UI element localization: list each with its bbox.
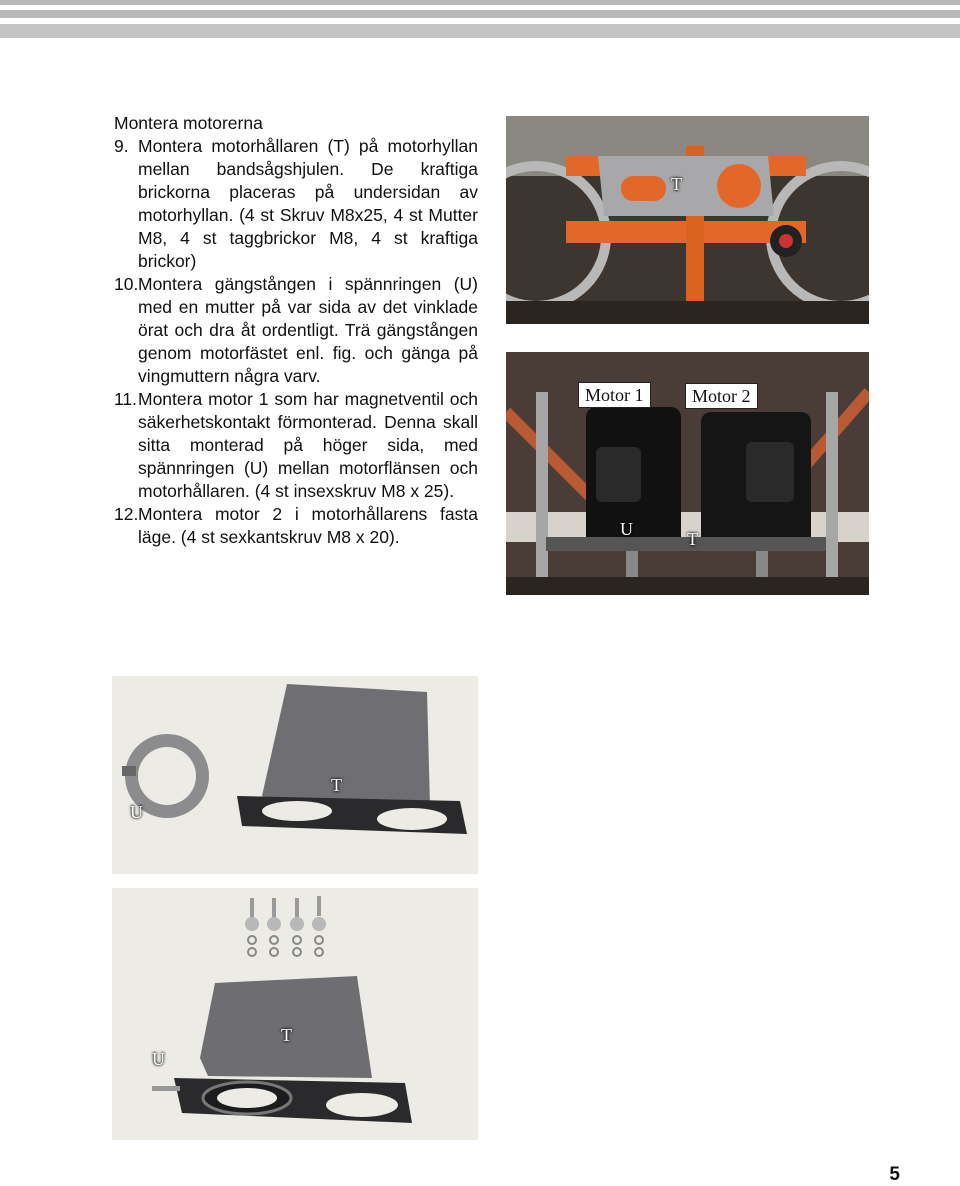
label-t: T	[671, 174, 682, 194]
photo-hardware-and-assembly	[112, 888, 478, 1140]
step-9	[114, 135, 478, 273]
step-text: Montera gängstången i spännringen (U) med en mutter på var sida av det vinklade örat och dra åt ordentligt. Trä gängstången genom motorfästet enl. fig. och gänga på vingmuttern några varv.	[138, 274, 478, 386]
header-stripe-bottom	[0, 24, 960, 38]
step-text: Montera motorhållaren (T) på motorhyllan mellan bandsågshjulen. De kraftiga brickorna placeras på undersidan av motorhyllan. (4 st Skruv M8x25, 4 st Mutter M8, 4 st taggbrickor M8, 4 st kraftiga brickor)	[138, 136, 478, 271]
photo-motor-holder-mounted	[506, 116, 869, 324]
label-u: U	[130, 802, 143, 822]
step-number: 11.	[114, 389, 138, 409]
step-number: 12.	[114, 504, 139, 524]
step-12	[114, 503, 478, 549]
photo-ring-and-holder	[112, 676, 478, 874]
step-11	[114, 388, 478, 503]
step-10	[114, 273, 478, 388]
section-heading: Montera motorerna	[114, 113, 263, 133]
instructions-text	[114, 112, 478, 549]
header-stripe-middle	[0, 10, 960, 18]
header-stripe-top	[0, 0, 960, 5]
label-u: U	[620, 519, 633, 539]
label-t: T	[281, 1025, 292, 1045]
step-number: 9.	[114, 136, 129, 156]
step-text: Montera motor 2 i motorhållarens fasta läge. (4 st sexkantskruv M8 x 20).	[138, 504, 478, 547]
step-number: 10.	[114, 274, 139, 294]
label-motor-1: Motor 1	[578, 382, 651, 408]
label-u: U	[152, 1049, 165, 1069]
photo-motor-holder-mounted-illustration	[506, 116, 869, 324]
photo-motors-mounted	[506, 352, 869, 595]
photo-hardware-and-assembly-illustration	[112, 888, 478, 1140]
label-t: T	[687, 529, 698, 549]
label-t: T	[331, 775, 342, 795]
photo-ring-and-holder-illustration	[112, 676, 478, 874]
step-text: Montera motor 1 som har magnetventil och säkerhetskontakt förmonterad. Denna skall sitta monterad på höger sida, med spännringen (U) mellan motorflänsen och motorhållaren. (4 st insexskruv M8 x 25).	[138, 389, 478, 501]
label-motor-2: Motor 2	[685, 383, 758, 409]
page-number: 5	[889, 1164, 900, 1185]
